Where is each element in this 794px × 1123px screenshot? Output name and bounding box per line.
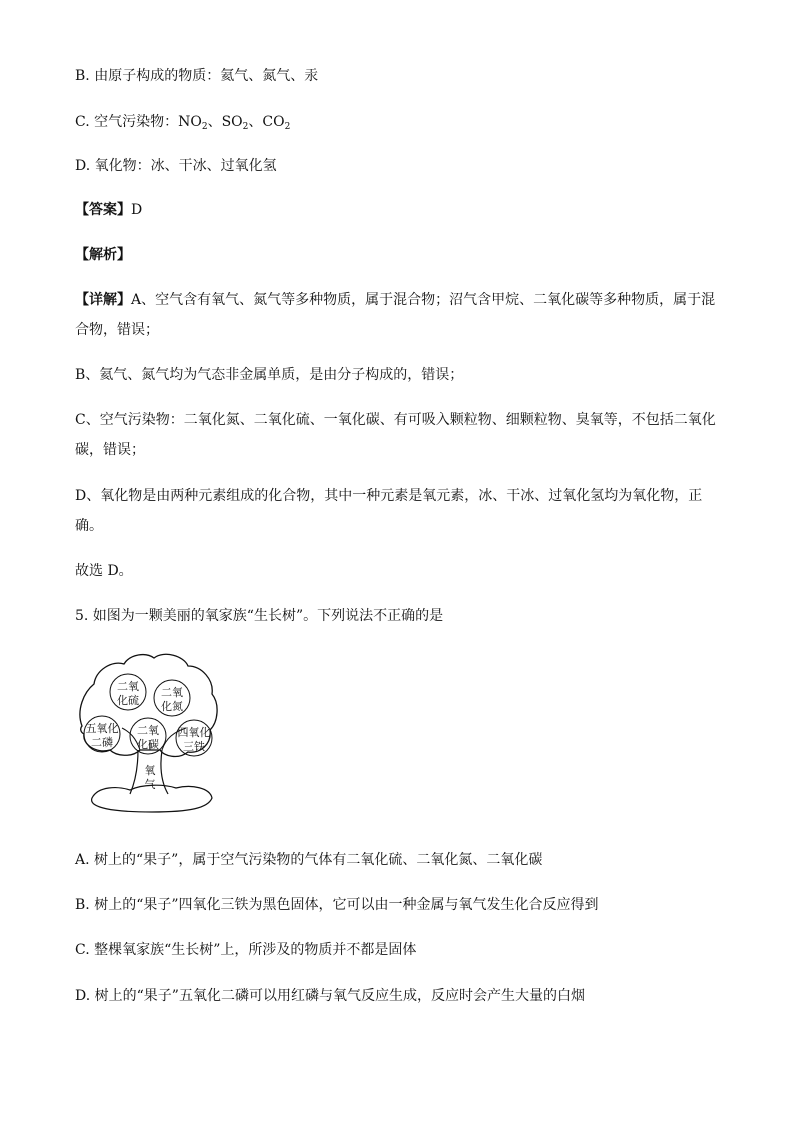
trunk-label-1: 氧	[144, 764, 156, 777]
fruit-fe3o4-line2: 三铁	[183, 740, 205, 753]
detail-d-line1: D、氧化物是由两种元素组成的化合物，其中一种元素是氧元素，冰、干冰、过氧化氢均为氧化物，正	[75, 488, 703, 504]
option-c-mid2: 、CO	[248, 114, 285, 130]
detail-a-text: A、空气含有氧气、氮气等多种物质，属于混合物；沼气含甲烷、二氧化碳等多种物质，属于混	[131, 292, 716, 308]
detail-c-line2: 碳，错误；	[75, 442, 145, 458]
question-5-option-b: B. 树上的“果子”四氧化三铁为黑色固体，它可以由一种金属与氧气发生化合反应得到	[75, 897, 599, 913]
option-c-sub3: 2	[284, 122, 291, 132]
trunk-label-2: 气	[144, 778, 156, 791]
option-c-previous	[75, 112, 290, 137]
fruit-co2-line2: 化碳	[137, 738, 159, 751]
answer-line	[75, 200, 142, 220]
fruit-co2-line1: 二氧	[137, 724, 159, 737]
oxygen-family-tree-figure	[78, 652, 218, 822]
fruit-p2o5-line1: 五氧化	[85, 722, 119, 735]
option-b-previous: B. 由原子构成的物质：氦气、氮气、汞	[75, 68, 319, 84]
question-5-option-a: A. 树上的“果子”，属于空气污染物的气体有二氧化硫、二氧化氮、二氧化碳	[75, 852, 543, 868]
fruit-p2o5-line2: 二磷	[91, 736, 113, 749]
answer-label: 【答案】	[75, 202, 131, 218]
fruit-no2-line1: 二氧	[161, 686, 183, 699]
fruit-fe3o4-line1: 四氧化	[177, 726, 211, 739]
option-d-previous: D. 氧化物：冰、干冰、过氧化氢	[75, 158, 277, 174]
conclusion: 故选 D。	[75, 563, 133, 579]
detail-d-line2: 确。	[75, 518, 103, 534]
option-c-sub2: 2	[242, 122, 249, 132]
option-c-prefix: C. 空气污染物：NO	[75, 114, 202, 130]
detail-a-line2: 合物，错误；	[75, 322, 159, 338]
fruit-so2-line1: 二氧	[117, 680, 139, 693]
fruit-so2-line2: 化硫	[117, 694, 139, 707]
detail-label: 【详解】	[75, 292, 131, 308]
analysis-label: 【解析】	[75, 247, 131, 263]
answer-value: D	[131, 202, 143, 218]
option-c-mid1: 、SO	[207, 114, 243, 130]
detail-c-line1: C、空气污染物：二氧化氮、二氧化硫、一氧化碳、有可吸入颗粒物、细颗粒物、臭氧等，不包括二氧化	[75, 412, 716, 428]
question-5-option-d: D. 树上的“果子”五氧化二磷可以用红磷与氧气反应生成，反应时会产生大量的白烟	[75, 988, 585, 1004]
option-c-sub1: 2	[201, 122, 208, 132]
question-5-option-c: C. 整棵氧家族“生长树”上，所涉及的物质并不都是固体	[75, 942, 417, 958]
fruit-no2-line2: 化氮	[161, 700, 183, 713]
detail-b-line: B、氦气、氮气均为气态非金属单质，是由分子构成的，错误；	[75, 367, 464, 383]
question-5-stem: 5. 如图为一颗美丽的氧家族“生长树”。下列说法不正确的是	[75, 608, 444, 624]
detail-a-line1	[75, 290, 715, 310]
